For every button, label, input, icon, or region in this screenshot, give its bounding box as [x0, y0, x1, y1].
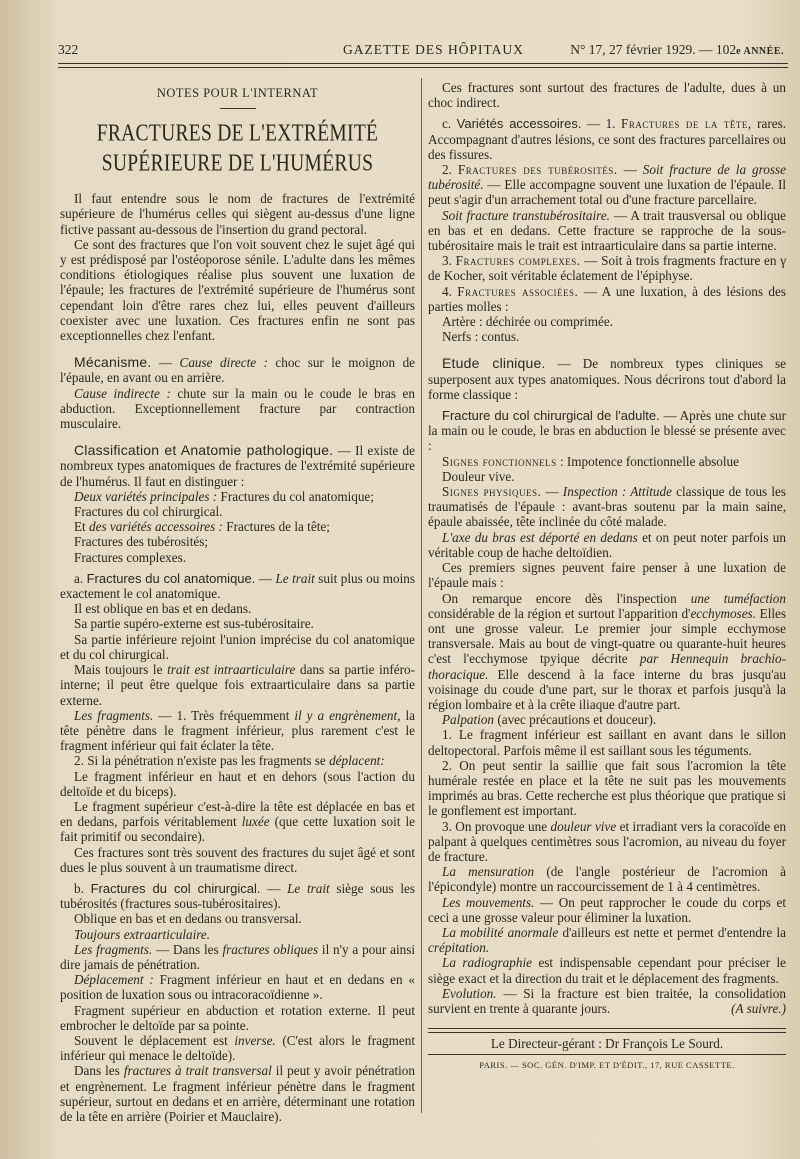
radiographie: La radiographie est indispensable cependant pour préciser le siège exact et la direction du trait et le déplacement des fragments. — [428, 955, 786, 986]
column-separator — [421, 78, 422, 1113]
issue-year: e ANNÉE. — [736, 46, 784, 57]
etude-clinique-heading: Etude clinique. — De nombreux types cliniques se superposent aux types anatomiques. Nous décrirons tout d'abord la forme classique : — [428, 355, 786, 402]
signes-douleur: Douleur vive. — [442, 468, 515, 484]
axe-bras: L'axe du bras est déporté en dedans et on peut noter parfois un véritable coup de hache deltoïdien. — [428, 529, 786, 560]
page-header — [58, 40, 788, 62]
fragments-3: Le fragment inférieur en haut et en dehors (sous l'action du deltoïde et du biceps). — [60, 768, 415, 799]
intro-paragraph: Ce sont des fractures que l'on voit souvent chez le sujet âgé qui y est prédisposé par l'ostéoporose sénile. L'adulte dans les mêmes conditions étiologiques réalise plus souvent une luxation de l'épaule; les fractures de l'extrémité supérieure de l'humérus sont cependant loin d'être rares chez lui, elles peuvent d'ailleurs coexister avec une luxation. Ces fractures enfin ne sont pas exceptionnelles chez l'enfant. — [60, 236, 415, 344]
journal-title: GAZETTE DES HÔPITAUX — [343, 42, 524, 57]
footer-rule-bottom — [428, 1054, 786, 1055]
fragments-5: Ces fractures sont très souvent des fractures du sujet âgé et sont dues le plus souvent à un traumatisme direct. — [60, 844, 415, 875]
fragments-paragraph: Les fragments. — 1. Très fréquemment il y a engrènement, la tête pénètre dans le fragment inférieur, plus rarement c'est le fragment inférieur qui fait éclater la tête. — [60, 707, 416, 754]
palpation-3: 3. On provoque une douleur vive et irradiant vers la coracoïde en palpant à quelques centimètres sous l'acromion, au niveau du foyer de fracture. — [428, 818, 787, 864]
varietes-tuberosites: 2. Fractures des tubérosités. — Soit fracture de la grosse tubérosité. — Elle accompagne souvent une luxation de l'épaule. Il peut s'agir d'un arrachement total ou d'une fracture parcellaire. — [428, 162, 787, 208]
mobilite: La mobilité anormale d'ailleurs est nette et permet d'entendre la crépitation. — [428, 924, 787, 956]
mouvements: Les mouvements. — On peut rapprocher le coude du corps et ceci a une grosse valeur pour éliminer la luxation. — [428, 894, 786, 925]
directeur-gerant: Le Directeur-gérant : Dr François Le Sourd. — [490, 1036, 724, 1052]
lesion-nerfs: Nerfs : contus. — [442, 329, 520, 345]
col-chirurgical-heading: b. Fractures du col chirurgical. — Le trait siège sous les tubérosités (fractures sous-tubérositaires). — [60, 880, 415, 912]
classif-deux-2: Fractures du col chirurgical. — [74, 504, 223, 520]
varietes-heading: c. Variétés accessoires. — 1. Fractures de la tête, rares. Accompagnant d'autres lésions, ce sont des fractures parcellaires ou des fissures. — [428, 116, 787, 162]
b-fragments: Les fragments. — Dans les fractures obliques il n'y a pour ainsi dire jamais de pénétration. — [60, 941, 416, 972]
a-line: Il est oblique en bas et en dedans. — [74, 601, 252, 617]
col-anatomique-heading: a. Fractures du col anatomique. — Le trait suit plus ou moins exactement le col anatomique. — [60, 570, 416, 602]
mecanisme-heading: Mécanisme. — [74, 354, 152, 371]
palpation-2: 2. On peut sentir la saillie que fait sous l'acromion la tête humérale restée en place et la tête ne suit pas les mouvements imprimés au bras. Cette recherche est plus théorique que pratique si le gonflement est important. — [428, 757, 786, 819]
classif-accessoires: Et des variétés accessoires : Fractures de la tête; — [74, 519, 330, 535]
right-column — [428, 80, 786, 1074]
b-line: Toujours extraarticulaire. — [74, 926, 211, 942]
section-label: NOTES POUR L'INTERNAT — [156, 86, 319, 100]
printer-imprint: PARIS. — SOC. GÉN. D'IMP. ET D'ÉDIT., 17, RUE CASSETTE. — [479, 1060, 735, 1071]
b-deplacement: Déplacement : Fragment inférieur en haut et en dedans en « position de luxation sous ou intracoracoïdienne ». — [60, 972, 416, 1003]
evolution: Evolution. — Si la fracture est bien traitée, la consolidation survient en trente à quarante jours. (A suivre.) — [428, 985, 786, 1016]
ecchymoses-paragraph: On remarque encore dès l'inspection une tuméfaction considérable de la région et surtout l'apparition d'ecchymoses. Elles ont une grosse valeur. Le premier jour simple ecchymose transversale. Mais au bout de vingt-quatre ou quarante-huit heures c'est l'ecchymose tpyique décrite par Hennequin brachio-thoracique. Elle descend à la face interne du bras jusqu'au voisinage du coude d'une part, sur le thorax et parfois jusqu'à la région lombaire et à la crête iliaque d'autre part. — [428, 590, 787, 712]
footer-rule — [428, 1028, 786, 1029]
fragments-2: 2. Si la pénétration n'existe pas les fragments se déplacent: — [74, 753, 385, 769]
issue-date: N° 17, 27 février 1929. — 102 — [570, 42, 737, 57]
mecanisme-indirect: Cause indirecte : chute sur la main ou le coude le bras en abduction. Exceptionnellement fracture par contraction musculaire. — [60, 385, 415, 432]
fragments-4: Le fragment supérieur c'est-à-dire la tête est déplacée en bas et en dedans, parfois véritablement luxée (que cette luxation soit le fait primitif ou secondaire). — [60, 798, 415, 845]
header-rule-thin — [58, 67, 788, 68]
signes-fonctionnels: Signes fonctionnels : Impotence fonctionnelle absolue — [442, 453, 740, 469]
fracture-col-adulte: Fracture du col chirurgical de l'adulte. — Après une chute sur la main ou le coude, le bras en abduction le blessé se présente avec : — [428, 408, 787, 454]
a-mais: Mais toujours le trait est intraarticulaire dans sa partie inféro-interne; il peut être quelque fois extraarticulaire dans sa partie externe. — [60, 662, 416, 708]
classif-item: Fractures complexes. — [74, 549, 187, 565]
footer-rule-thin — [428, 1032, 786, 1033]
mecanisme-paragraph: Mécanisme. — Cause directe : choc sur le moignon de l'épaule, en avant ou en arrière. — [60, 354, 416, 386]
b-superieur: Fragment supérieur en abduction et rotation externe. Il peut embrocher le deltoïde par sa pointe. — [60, 1002, 415, 1033]
b-transversal: Dans les fractures à trait transversal il peut y avoir pénétration et engrènement. Le fragment inférieur pénètre dans le fragment supérieur, surtout en dedans et en arrière, déterminant une rotation de la tête en arrière (Poirier et Mauclaire). — [60, 1063, 415, 1124]
mensuration: La mensuration (de l'angle postérieur de l'acromion à l'épicondyle) montre un raccourcissement de 1 à 4 centimètres. — [428, 864, 786, 895]
b-line: Oblique en bas et en dedans ou transversal. — [74, 911, 302, 927]
lesion-artere: Artère : déchirée ou comprimée. — [442, 314, 613, 330]
a-line: Sa partie supéro-externe est sus-tubérositaire. — [74, 616, 314, 632]
varietes-associees: 4. Fractures associées. — A une luxation, à des lésions des parties molles : — [428, 283, 787, 314]
signes-physiques: Signes physiques. — Inspection : Attitude classique de tous les traumatisés de l'épaule : avant-bras soutenu par la main saine, épaule abaissée, tête inclinée du côté malade. — [428, 484, 786, 530]
left-column — [60, 80, 415, 1124]
b-souvent: Souvent le déplacement est inverse. (C'est alors le fragment inférieur qui menace le deltoïde). — [60, 1032, 416, 1064]
varietes-complexes: 3. Fractures complexes. — Soit à trois fragments fracture en γ de Kocher, soit véritable éclatement de l'épiphyse. — [428, 253, 787, 284]
premiers-signes: Ces premiers signes peuvent faire penser à une luxation de l'épaule mais : — [428, 560, 786, 591]
header-rule — [58, 63, 788, 64]
varietes-transtuberositaire: Soit fracture transtubérositaire. — A trait trausversal ou oblique en bas et en dedans. Cette fracture se rapproche de la sous-tubérositaire mais le trait est intraarticulaire dans sa partie interne. — [428, 207, 787, 254]
page-number: 322 — [58, 42, 79, 57]
classif-item: Fractures des tubérosités; — [74, 534, 209, 550]
article-title: FRACTURES DE L'EXTRÉMITÉ SUPÉRIEURE DE L'HUMÉRUS — [96, 120, 379, 177]
a-suivre: (A suivre.) — [731, 1000, 786, 1016]
palpation-1: 1. Le fragment inférieur est saillant en avant dans le sillon deltopectoral. Parfois même il est saillant sous les téguments. — [428, 727, 786, 758]
a-line: Sa partie inférieure rejoint l'union imprécise du col anatomique et du col chirurgical. — [60, 631, 415, 662]
continuation-paragraph: Ces fractures sont surtout des fractures de l'adulte, dues à un choc indirect. — [428, 80, 786, 111]
palpation: Palpation (avec précautions et douceur). — [442, 712, 657, 728]
classif-deux: Deux variétés principales : Fractures du col anatomique; — [74, 488, 374, 504]
issue-info — [570, 42, 784, 58]
intro-paragraph: Il faut entendre sous le nom de fractures de l'extrémité supérieure de l'humérus celles qui siègent au-dessus d'une ligne fictive passant au-dessous de l'insertion du grand pectoral. — [60, 191, 415, 237]
classification-heading: Classification et Anatomie pathologique. — Il existe de nombreux types anatomiques de fractures de l'extrémité supérieure de l'humérus. Il faut en distinguer : — [60, 442, 416, 489]
title-divider — [220, 108, 256, 109]
